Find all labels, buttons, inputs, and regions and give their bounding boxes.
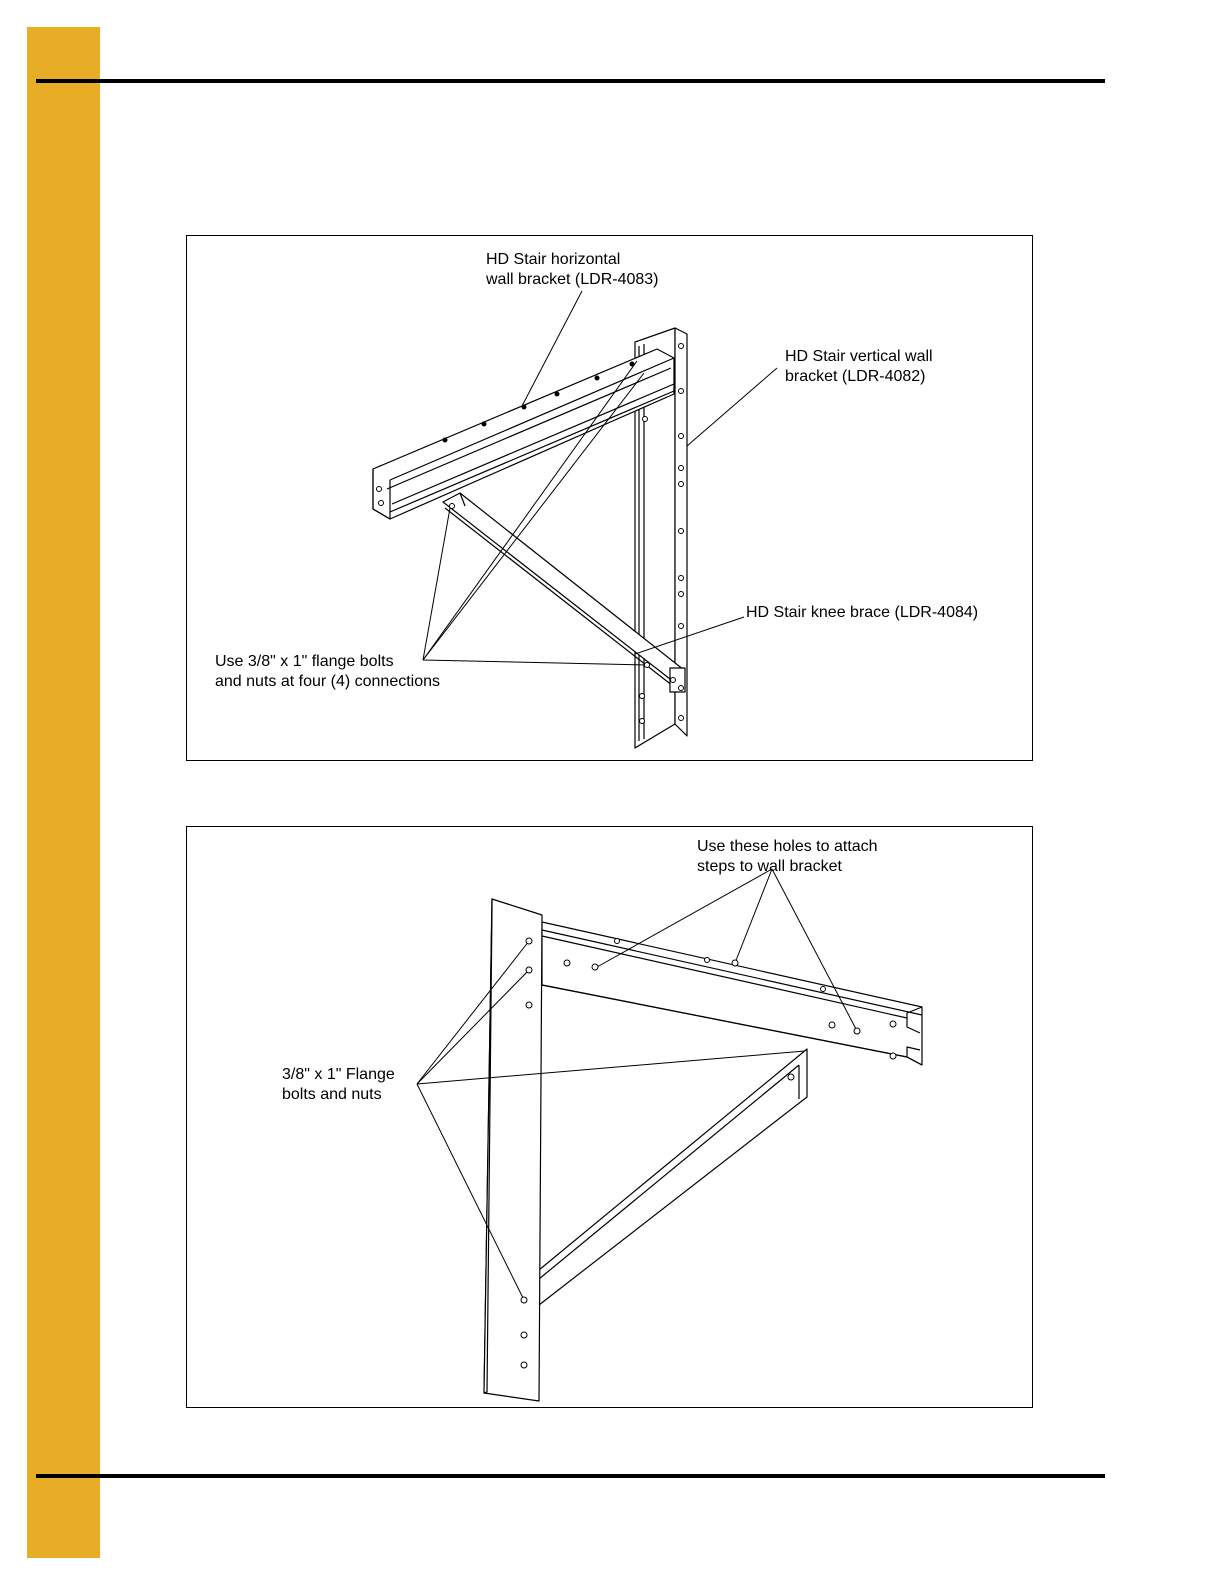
callout-line: HD Stair vertical wall <box>785 348 933 365</box>
callout-line: and nuts at four (4) connections <box>215 673 441 690</box>
callout-line: steps to wall bracket <box>697 858 842 875</box>
callout-line: Use these holes to attach <box>697 838 878 855</box>
callout-line: 3/8" x 1" Flange <box>282 1066 395 1083</box>
callout-flange-bolts <box>282 1065 395 1105</box>
knee-brace-shape <box>539 1049 807 1305</box>
footer-rule <box>36 1474 1105 1478</box>
figure-bracket-assembly-rear <box>186 826 1033 1408</box>
callout-line: HD Stair horizontal <box>486 251 621 268</box>
callout-vertical-bracket <box>785 347 933 387</box>
callout-step-holes <box>697 837 878 877</box>
callout-line: Use 3/8" x 1" flange bolts <box>215 653 394 670</box>
callout-knee-brace <box>746 603 978 623</box>
callout-line: wall bracket (LDR-4083) <box>486 271 659 288</box>
callout-line: bolts and nuts <box>282 1086 382 1103</box>
figure-bracket-assembly-front <box>186 235 1033 761</box>
vertical-bracket-shape <box>484 899 542 1401</box>
side-color-bar <box>27 27 100 1558</box>
callout-flange-bolts <box>215 652 440 692</box>
bracket-rear-drawing <box>187 827 1034 1409</box>
horizontal-channel-shape <box>542 922 922 1065</box>
callout-line: bracket (LDR-4082) <box>785 368 926 385</box>
header-rule <box>36 79 1105 83</box>
callout-line: HD Stair knee brace (LDR-4084) <box>746 604 979 621</box>
horizontal-wall-bracket <box>373 349 674 519</box>
callout-horizontal-bracket <box>486 250 659 290</box>
